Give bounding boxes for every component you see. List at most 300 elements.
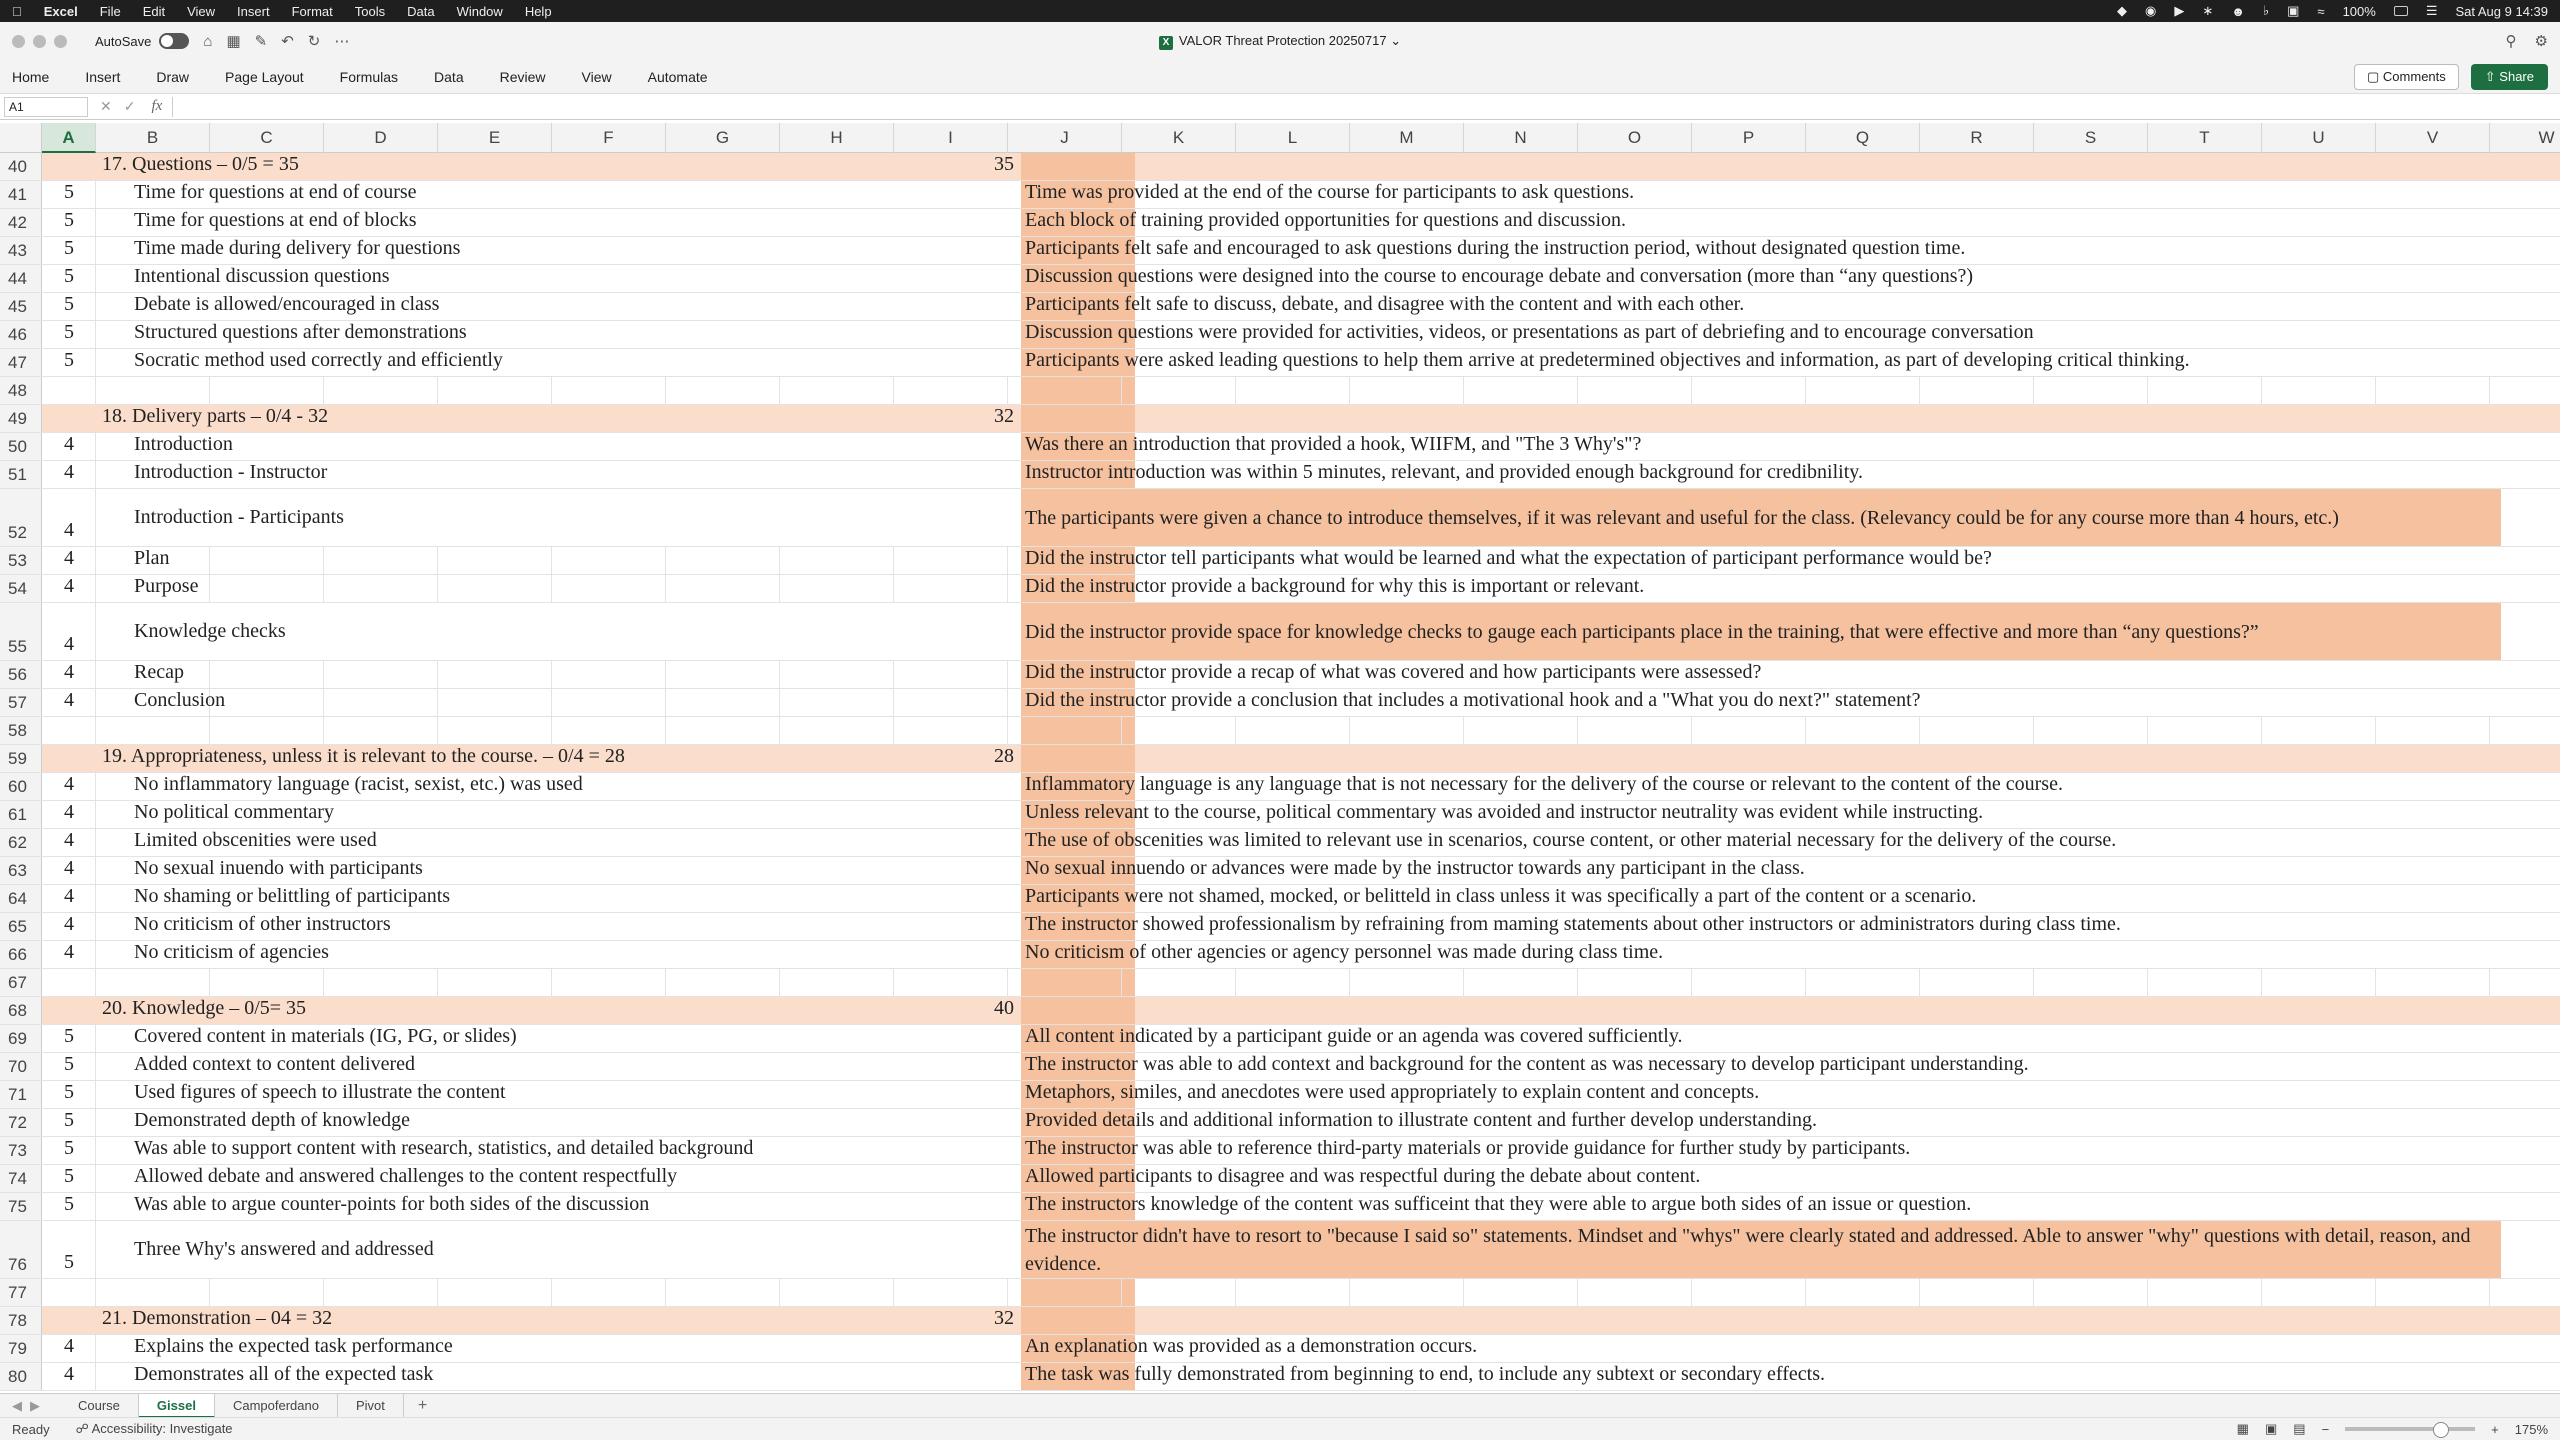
criterion-cell[interactable]: No political commentary	[134, 801, 334, 823]
description-cell[interactable]: Instructor introduction was within 5 minutes, relevant, and provided enough background for credibnility.	[1025, 461, 1863, 483]
criterion-cell[interactable]: Used figures of speech to illustrate the content	[134, 1081, 506, 1103]
score-cell[interactable]: 5	[64, 209, 74, 231]
row-header[interactable]: 56	[0, 661, 42, 688]
description-cell[interactable]: Did the instructor tell participants what would be learned and what the expectation of participant performance would be?	[1025, 547, 1992, 569]
score-cell[interactable]: 5	[64, 1053, 74, 1075]
column-header-u[interactable]: U	[2262, 123, 2376, 153]
score-cell[interactable]: 5	[64, 1137, 74, 1159]
row-header[interactable]: 44	[0, 265, 42, 292]
score-cell[interactable]: 4	[64, 461, 74, 483]
menu-data[interactable]: Data	[397, 3, 425, 19]
row-header[interactable]: 72	[0, 1109, 42, 1136]
description-cell[interactable]: Provided details and additional information to illustrate content and further develop understanding.	[1025, 1109, 1818, 1131]
control-center-icon[interactable]: ☰	[2425, 3, 2438, 18]
column-header-m[interactable]: M	[1350, 123, 1464, 153]
autosave-toggle[interactable]	[159, 33, 189, 49]
column-header-g[interactable]: G	[666, 123, 780, 153]
score-cell[interactable]: 4	[64, 801, 74, 823]
criterion-cell[interactable]: Allowed debate and answered challenges to the content respectfully	[134, 1165, 678, 1187]
display-icon[interactable]: ▣	[2287, 3, 2300, 18]
criterion-cell[interactable]: Was able to argue counter-points for both sides of the discussion	[134, 1193, 650, 1215]
normal-view-icon[interactable]: ▦	[2236, 1421, 2249, 1436]
gridline	[1007, 717, 1008, 744]
description-cell[interactable]: Metaphors, similes, and anecdotes were used appropriately to explain content and concepts.	[1025, 1081, 1760, 1103]
confirm-icon[interactable]: ✓	[123, 98, 136, 114]
description-cell[interactable]: Did the instructor provide space for knowledge checks to gauge each participants place in the training, that were effective and more than “any questions?”	[1025, 620, 2259, 643]
row-header[interactable]: 45	[0, 293, 42, 320]
tab-review[interactable]: Review	[499, 68, 546, 85]
gridline	[1235, 969, 1236, 996]
menu-insert[interactable]: Insert	[227, 3, 260, 19]
gridline	[1007, 377, 1008, 404]
menu-help[interactable]: Help	[515, 3, 542, 19]
menu-edit[interactable]: Edit	[132, 3, 156, 19]
gridline	[779, 969, 780, 996]
redo-icon[interactable]: ↻	[307, 33, 321, 50]
gridline	[437, 717, 438, 744]
user-icon[interactable]: ☻	[2231, 3, 2245, 19]
row-header[interactable]: 69	[0, 1025, 42, 1052]
criterion-cell[interactable]: No sexual inuendo with participants	[134, 857, 423, 879]
description-cell[interactable]: Each block of training provided opportunities for questions and discussion.	[1025, 209, 1627, 231]
gridline	[665, 1279, 666, 1306]
share-button[interactable]	[2471, 64, 2548, 90]
row-header[interactable]: 62	[0, 829, 42, 856]
section-total-cell[interactable]: 40	[994, 997, 1014, 1019]
description-cell[interactable]: Did the instructor provide a recap of what was covered and how participants were assessed?	[1025, 661, 1762, 683]
criterion-cell[interactable]: Plan	[134, 547, 170, 569]
row-header[interactable]: 80	[0, 1363, 42, 1390]
score-cell[interactable]: 5	[64, 237, 74, 259]
name-box[interactable]: A1	[4, 97, 88, 117]
score-cell[interactable]: 4	[64, 689, 74, 711]
gridline	[665, 969, 666, 996]
row-header[interactable]: 51	[0, 461, 42, 488]
section-total-cell[interactable]: 32	[994, 405, 1014, 427]
page-break-view-icon[interactable]: ▤	[2293, 1421, 2306, 1436]
criterion-cell[interactable]: Time made during delivery for questions	[134, 237, 461, 259]
formula-input[interactable]	[172, 97, 2560, 117]
criterion-cell[interactable]: Added context to content delivered	[134, 1053, 416, 1075]
document-title[interactable]	[1159, 33, 1401, 48]
column-header-j[interactable]: J	[1008, 123, 1122, 153]
criterion-cell[interactable]: Knowledge checks	[134, 619, 286, 642]
table-row	[0, 1137, 2560, 1165]
table-row	[0, 829, 2560, 857]
column-header-s[interactable]: S	[2034, 123, 2148, 153]
row-header[interactable]: 54	[0, 575, 42, 602]
criterion-cell[interactable]: Explains the expected task performance	[134, 1335, 453, 1357]
score-cell[interactable]: 4	[64, 885, 74, 907]
sheet-nav-arrows[interactable]: ◀▶	[12, 1397, 48, 1413]
section-title-cell[interactable]: 18. Delivery parts – 0/4 - 32	[102, 405, 329, 427]
clock[interactable]: Sat Aug 9 14:39	[2455, 3, 2548, 19]
criterion-cell[interactable]: Intentional discussion questions	[134, 265, 390, 287]
gridline	[551, 377, 552, 404]
zoom-slider[interactable]	[2345, 1427, 2475, 1431]
gridline	[1805, 1279, 1806, 1306]
sheet-tab-course[interactable]: Course	[60, 1394, 139, 1418]
description-cell[interactable]: No sexual innuendo or advances were made by the instructor towards any participant in the class.	[1025, 857, 1805, 879]
description-cell[interactable]: The use of obscenities was limited to relevant use in scenarios, course content, or other material necessary for the delivery of the course.	[1025, 829, 2117, 851]
row-header[interactable]: 40	[0, 153, 42, 180]
score-cell[interactable]: 4	[64, 857, 74, 879]
column-header-n[interactable]: N	[1464, 123, 1578, 153]
tab-automate[interactable]: Automate	[647, 68, 708, 85]
criterion-cell[interactable]: No shaming or belittling of participants	[134, 885, 451, 907]
row-header[interactable]: 68	[0, 997, 42, 1024]
table-row	[0, 1193, 2560, 1221]
gridline	[1691, 969, 1692, 996]
empty-row	[0, 969, 2560, 997]
score-cell[interactable]: 4	[64, 661, 74, 683]
gridline	[779, 717, 780, 744]
sheet-tab-campoferdano[interactable]: Campoferdano	[215, 1394, 338, 1418]
headphones-icon[interactable]: ♭	[2262, 3, 2270, 18]
score-cell[interactable]: 4	[64, 1335, 74, 1357]
apple-icon[interactable]	[12, 4, 22, 19]
score-cell[interactable]: 4	[64, 1363, 74, 1385]
score-cell[interactable]: 4	[64, 829, 74, 851]
row-header[interactable]: 63	[0, 857, 42, 884]
gridline	[2489, 1279, 2490, 1306]
gridline	[1121, 717, 1122, 744]
criterion-cell[interactable]: Structured questions after demonstrations	[134, 321, 467, 343]
row-header[interactable]: 46	[0, 321, 42, 348]
description-cell[interactable]: The instructor was able to add context and background for the content as was necessary to develop participant understanding.	[1025, 1053, 2029, 1075]
row-header[interactable]: 50	[0, 433, 42, 460]
score-cell[interactable]: 5	[64, 181, 74, 203]
gridline	[779, 377, 780, 404]
description-cell[interactable]: Inflammatory language is any language that is not necessary for the delivery of the course or relevant to the content of the course.	[1025, 773, 2063, 795]
battery-icon[interactable]	[2394, 6, 2408, 16]
gridline	[209, 1279, 210, 1306]
sheet-tab-gissel[interactable]: Gissel	[139, 1394, 215, 1418]
row-header[interactable]: 58	[0, 717, 42, 744]
score-cell[interactable]: 4	[64, 547, 74, 569]
row-header[interactable]: 79	[0, 1335, 42, 1362]
wifi-icon[interactable]: ≈	[2317, 3, 2325, 19]
score-cell[interactable]: 5	[64, 1165, 74, 1187]
gridline	[95, 969, 96, 996]
criterion-cell[interactable]: No criticism of agencies	[134, 941, 329, 963]
menu-tools[interactable]: Tools	[344, 3, 376, 19]
column-j-fill	[1021, 377, 1135, 404]
column-j-fill	[1021, 745, 1135, 772]
gridline	[2033, 1279, 2034, 1306]
score-cell[interactable]: 5	[64, 349, 74, 371]
save-icon[interactable]: ▦	[226, 33, 241, 50]
menu-window[interactable]: Window	[446, 3, 494, 19]
media-icon[interactable]: ◉	[2145, 3, 2157, 18]
gridline	[1577, 717, 1578, 744]
row-header[interactable]: 66	[0, 941, 42, 968]
status-ready: Ready	[12, 1421, 50, 1437]
more-icon[interactable]: ⋯	[334, 33, 350, 50]
criterion-cell[interactable]: Purpose	[134, 575, 199, 597]
share-people-icon[interactable]: ⚙	[2534, 33, 2548, 50]
score-cell[interactable]: 4	[64, 633, 74, 655]
criterion-cell[interactable]: Conclusion	[134, 689, 226, 711]
row-header[interactable]: 65	[0, 913, 42, 940]
section-total-cell[interactable]: 28	[994, 745, 1014, 767]
app-menu[interactable]: Excel	[34, 3, 68, 19]
column-header-l[interactable]: L	[1236, 123, 1350, 153]
gridline	[2147, 377, 2148, 404]
column-header-h[interactable]: H	[780, 123, 894, 153]
criterion-cell[interactable]: Introduction - Instructor	[134, 461, 328, 483]
description-cell[interactable]: The instructor showed professionalism by refraining from maming statements about other instructors or administrators during class time.	[1025, 913, 2121, 935]
row-header[interactable]: 74	[0, 1165, 42, 1192]
zoom-in-button[interactable]: +	[2491, 1421, 2499, 1437]
score-cell[interactable]: 5	[64, 1193, 74, 1215]
gridline	[1235, 1279, 1236, 1306]
add-sheet-button[interactable]: +	[417, 1396, 428, 1414]
row-header[interactable]: 49	[0, 405, 42, 432]
gridline	[1805, 969, 1806, 996]
gridline	[2033, 969, 2034, 996]
section-title-cell[interactable]: 21. Demonstration – 04 = 32	[102, 1307, 333, 1329]
description-cell[interactable]: Allowed participants to disagree and was respectful during the debate about content.	[1025, 1165, 1701, 1187]
row-header[interactable]: 55	[0, 603, 42, 660]
menu-format[interactable]: Format	[281, 3, 323, 19]
gridline	[1121, 1279, 1122, 1306]
tab-page-layout[interactable]: Page Layout	[225, 68, 304, 85]
description-cell[interactable]: Discussion questions were designed into the course to encourage debate and conversation (more than “any questions?)	[1025, 265, 1974, 287]
column-header-o[interactable]: O	[1578, 123, 1692, 153]
column-header-e[interactable]: E	[438, 123, 552, 153]
row-header[interactable]: 73	[0, 1137, 42, 1164]
row-header[interactable]: 60	[0, 773, 42, 800]
criterion-cell[interactable]: No criticism of other instructors	[134, 913, 391, 935]
row-header[interactable]: 47	[0, 349, 42, 376]
description-cell[interactable]: Was there an introduction that provided a hook, WIIFM, and "The 3 Why's"?	[1025, 433, 1642, 455]
criterion-cell[interactable]: Time for questions at end of blocks	[134, 209, 417, 231]
column-header-c[interactable]: C	[210, 123, 324, 153]
column-header-d[interactable]: D	[324, 123, 438, 153]
empty-row	[0, 717, 2560, 745]
criterion-cell[interactable]: Demonstrated depth of knowledge	[134, 1109, 411, 1131]
play-icon[interactable]: ▶	[2174, 3, 2185, 18]
table-row	[0, 1165, 2560, 1193]
row-header[interactable]: 71	[0, 1081, 42, 1108]
score-cell[interactable]: 5	[64, 1025, 74, 1047]
row-header[interactable]: 75	[0, 1193, 42, 1220]
battery-percent: 100%	[2342, 3, 2376, 19]
row-header[interactable]: 78	[0, 1307, 42, 1334]
section-title-cell[interactable]: 17. Questions – 0/5 = 35	[102, 153, 299, 175]
row-header[interactable]: 52	[0, 489, 42, 546]
score-cell[interactable]: 4	[64, 913, 74, 935]
section-total-cell[interactable]: 32	[994, 1307, 1014, 1329]
score-cell[interactable]: 5	[64, 321, 74, 343]
row-header[interactable]: 53	[0, 547, 42, 574]
row-header[interactable]: 41	[0, 181, 42, 208]
dropbox-icon[interactable]: ◆	[2117, 3, 2128, 18]
close-window-button[interactable]	[12, 35, 25, 48]
column-header-w[interactable]: W	[2490, 123, 2560, 153]
gridline	[1577, 969, 1578, 996]
section-header-row	[0, 1307, 2560, 1335]
sheet-tab-pivot[interactable]: Pivot	[338, 1394, 404, 1418]
edit-icon[interactable]: ✎	[254, 33, 268, 50]
table-row	[0, 237, 2560, 265]
criterion-cell[interactable]: Introduction - Participants	[134, 505, 344, 528]
score-cell[interactable]: 5	[64, 265, 74, 287]
tab-data[interactable]: Data	[434, 68, 464, 85]
score-cell[interactable]: 4	[64, 941, 74, 963]
document-title-area	[0, 33, 2560, 50]
description-cell[interactable]: Time was provided at the end of the course for participants to ask questions.	[1025, 181, 1635, 203]
accessibility-status[interactable]	[76, 1421, 233, 1437]
select-all-corner[interactable]	[0, 123, 42, 153]
bluetooth-icon[interactable]: ∗	[2202, 3, 2214, 18]
description-cell[interactable]: The participants were given a chance to introduce themselves, if it was relevant and useful for the class. (Relevancy could be for any course more than 4 hours, etc.)	[1025, 506, 2339, 529]
row-header[interactable]: 70	[0, 1053, 42, 1080]
description-cell[interactable]: The instructors knowledge of the content was sufficeint that they were able to argue both sides of an issue or question.	[1025, 1193, 1972, 1215]
gridline	[1349, 1279, 1350, 1306]
column-header-k[interactable]: K	[1122, 123, 1236, 153]
criterion-cell[interactable]: Demonstrates all of the expected task	[134, 1363, 434, 1385]
column-header-q[interactable]: Q	[1806, 123, 1920, 153]
row-header[interactable]: 61	[0, 801, 42, 828]
zoom-window-button[interactable]	[54, 35, 67, 48]
gridline	[551, 1279, 552, 1306]
gridline	[2261, 1279, 2262, 1306]
criterion-cell[interactable]: No inflammatory language (racist, sexist, etc.) was used	[134, 773, 583, 795]
gridline	[437, 377, 438, 404]
row-header[interactable]: 57	[0, 689, 42, 716]
cancel-icon[interactable]: ✕	[100, 98, 112, 114]
comments-button[interactable]	[2354, 64, 2459, 90]
description-cell[interactable]: Did the instructor provide a background for why this is important or relevant.	[1025, 575, 1645, 597]
undo-icon[interactable]: ↶	[281, 33, 294, 50]
gridline	[665, 377, 666, 404]
comment-icon: ▢	[2367, 68, 2383, 84]
gridline	[1463, 1279, 1464, 1306]
column-header-f[interactable]: F	[552, 123, 666, 153]
column-header-a[interactable]: A	[42, 123, 96, 153]
column-header-p[interactable]: P	[1692, 123, 1806, 153]
gridline	[323, 1279, 324, 1306]
insert-function-icon[interactable]: fx	[151, 98, 163, 114]
description-cell[interactable]: Did the instructor provide a conclusion that includes a motivational hook and a "What you do next?" statement?	[1025, 689, 1921, 711]
description-cell[interactable]: The instructor was able to reference third-party materials or provide guidance for further study by participants.	[1025, 1137, 1911, 1159]
description-cell[interactable]: The task was fully demonstrated from beginning to end, to include any subtext or secondary effects.	[1025, 1363, 1825, 1385]
column-j-fill	[1021, 1279, 1135, 1306]
gridline	[1577, 377, 1578, 404]
score-cell[interactable]: 5	[64, 1109, 74, 1131]
description-cell[interactable]: All content indicated by a participant guide or an agenda was covered sufficiently.	[1025, 1025, 1683, 1047]
column-header-v[interactable]: V	[2376, 123, 2490, 153]
sheet-tabs-bar	[0, 1393, 2560, 1417]
empty-row	[0, 1279, 2560, 1307]
section-total-cell[interactable]: 35	[994, 153, 1014, 175]
row-header[interactable]: 43	[0, 237, 42, 264]
description-cell[interactable]: Participants were asked leading questions to help them arrive at predetermined objectives and information, as part of developing critical thinking.	[1025, 349, 2190, 371]
search-icon[interactable]: ⚲	[2505, 33, 2517, 50]
description-cell[interactable]: Participants felt safe to discuss, debate, and disagree with the content and with each other.	[1025, 293, 1745, 315]
row-header[interactable]: 42	[0, 209, 42, 236]
accessibility-label: Accessibility: Investigate	[91, 1421, 233, 1436]
tab-draw[interactable]: Draw	[156, 68, 190, 85]
column-header-r[interactable]: R	[1920, 123, 2034, 153]
score-cell[interactable]: 4	[64, 519, 74, 541]
section-title-cell[interactable]: 20. Knowledge – 0/5= 35	[102, 997, 307, 1019]
criterion-cell[interactable]: Introduction	[134, 433, 233, 455]
zoom-out-button[interactable]: −	[2321, 1421, 2330, 1437]
spreadsheet-grid[interactable]	[0, 123, 2560, 1393]
menu-file[interactable]: File	[89, 3, 111, 19]
criterion-cell[interactable]: Was able to support content with research, statistics, and detailed background	[134, 1137, 754, 1159]
tab-home[interactable]: Home	[12, 68, 50, 85]
criterion-cell[interactable]: Socratic method used correctly and efficiently	[134, 349, 503, 371]
criterion-cell[interactable]: Recap	[134, 661, 184, 683]
row-header[interactable]: 48	[0, 377, 42, 404]
gridline	[1349, 377, 1350, 404]
score-cell[interactable]: 5	[64, 1251, 74, 1273]
table-row	[0, 265, 2560, 293]
description-cell[interactable]: Participants were not shamed, mocked, or belitteld in class unless it was specifically a part of the content or a scenario.	[1025, 885, 1977, 907]
criterion-cell[interactable]: Limited obscenities were used	[134, 829, 377, 851]
zoom-level[interactable]: 175%	[2514, 1421, 2548, 1437]
tab-view[interactable]: View	[581, 68, 612, 85]
row-header[interactable]: 76	[0, 1221, 42, 1278]
row-header[interactable]: 77	[0, 1279, 42, 1306]
table-row	[0, 801, 2560, 829]
minimize-window-button[interactable]	[33, 35, 46, 48]
section-title-cell[interactable]: 19. Appropriateness, unless it is relevant to the course. – 0/4 = 28	[102, 745, 625, 767]
status-bar	[0, 1417, 2560, 1440]
table-row	[0, 321, 2560, 349]
description-cell[interactable]: The instructor didn't have to resort to "because I said so" statements. Mindset and "whys" were clearly stated and addressed. Able to answer "why" questions with detail, reason, and evidence.	[1025, 1224, 2471, 1275]
menu-view[interactable]: View	[177, 3, 206, 19]
description-cell[interactable]: No criticism of other agencies or agency personnel was made during class time.	[1025, 941, 1664, 963]
description-cell[interactable]: Participants felt safe and encouraged to ask questions during the instruction period, without designated question time.	[1025, 237, 1966, 259]
page-layout-view-icon[interactable]: ▣	[2264, 1421, 2278, 1436]
section-header-row	[0, 745, 2560, 773]
tab-insert[interactable]: Insert	[85, 68, 121, 85]
description-cell[interactable]: An explanation was provided as a demonstration occurs.	[1025, 1335, 1478, 1357]
score-cell[interactable]: 5	[64, 293, 74, 315]
gridline	[209, 969, 210, 996]
column-headers	[0, 123, 2560, 153]
score-cell[interactable]: 4	[64, 773, 74, 795]
column-header-b[interactable]: B	[96, 123, 210, 153]
table-row	[0, 773, 2560, 801]
column-header-i[interactable]: I	[894, 123, 1008, 153]
column-header-t[interactable]: T	[2148, 123, 2262, 153]
row-header[interactable]: 59	[0, 745, 42, 772]
score-cell[interactable]: 5	[64, 1081, 74, 1103]
gridline	[893, 717, 894, 744]
criterion-cell[interactable]: Time for questions at end of course	[134, 181, 417, 203]
criterion-cell[interactable]: Debate is allowed/encouraged in class	[134, 293, 440, 315]
home-icon[interactable]: ⌂	[203, 32, 213, 50]
document-title-text: VALOR Threat Protection 20250717	[1178, 32, 1387, 48]
table-row	[0, 885, 2560, 913]
tab-formulas[interactable]: Formulas	[339, 68, 399, 85]
criterion-cell[interactable]: Three Why's answered and addressed	[134, 1237, 434, 1260]
row-header[interactable]: 64	[0, 885, 42, 912]
criterion-cell[interactable]: Covered content in materials (IG, PG, or slides)	[134, 1025, 517, 1047]
row-header[interactable]: 67	[0, 969, 42, 996]
description-cell[interactable]: Unless relevant to the course, political commentary was avoided and instructor neutrality was evident while instructing.	[1025, 801, 1984, 823]
description-cell[interactable]: Discussion questions were provided for activities, videos, or presentations as part of debriefing and to encourage conversation	[1025, 321, 2034, 343]
score-cell[interactable]: 4	[64, 575, 74, 597]
gridline	[893, 377, 894, 404]
score-cell[interactable]: 4	[64, 433, 74, 455]
